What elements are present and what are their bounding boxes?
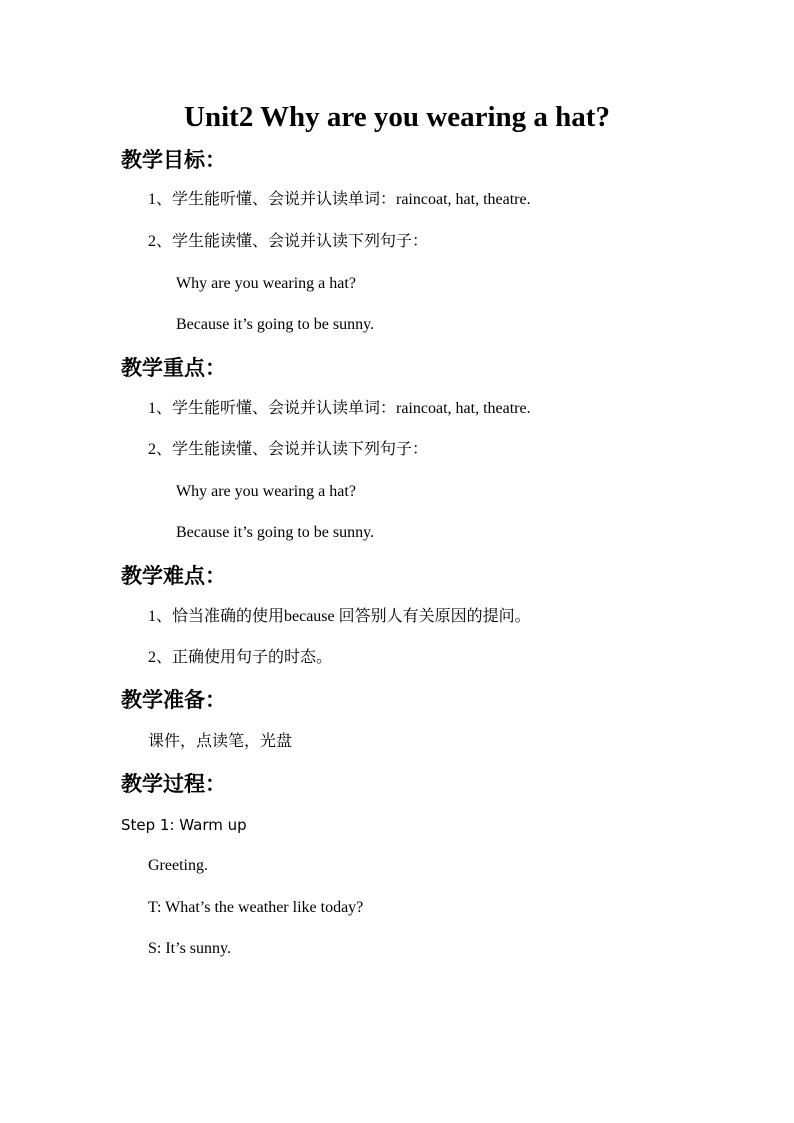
document-title: Unit2 Why are you wearing a hat? — [184, 101, 610, 133]
process-heading: 教学过程： — [121, 772, 226, 796]
key-points-sentence-1: Why are you wearing a hat? — [176, 483, 356, 500]
process-line-1: Greeting. — [148, 857, 208, 874]
objectives-sentence-1: Why are you wearing a hat? — [176, 275, 356, 292]
key-points-heading: 教学重点： — [121, 356, 226, 380]
process-line-3: S: It’s sunny. — [148, 940, 231, 957]
preparation-text: 课件，点读笔，光盘 — [148, 733, 293, 750]
step-1-title: Step 1: Warm up — [121, 816, 247, 834]
objectives-item-1: 1、学生能听懂、会说并认读单词：raincoat, hat, theatre. — [148, 191, 531, 208]
process-line-2: T: What’s the weather like today? — [148, 899, 364, 916]
preparation-heading: 教学准备： — [121, 688, 226, 712]
key-points-sentence-2: Because it’s going to be sunny. — [176, 524, 375, 541]
difficulties-heading: 教学难点： — [121, 564, 226, 588]
difficulties-item-1: 1、恰当准确的使用because 回答别人有关原因的提问。 — [148, 608, 531, 625]
objectives-item-2: 2、学生能读懂、会说并认读下列句子： — [148, 233, 429, 250]
key-points-item-1: 1、学生能听懂、会说并认读单词：raincoat, hat, theatre. — [148, 400, 531, 417]
objectives-heading: 教学目标： — [121, 148, 226, 172]
key-points-item-2: 2、学生能读懂、会说并认读下列句子： — [148, 441, 429, 458]
objectives-sentence-2: Because it’s going to be sunny. — [176, 316, 375, 333]
difficulties-item-2: 2、正确使用句子的时态。 — [148, 649, 333, 666]
